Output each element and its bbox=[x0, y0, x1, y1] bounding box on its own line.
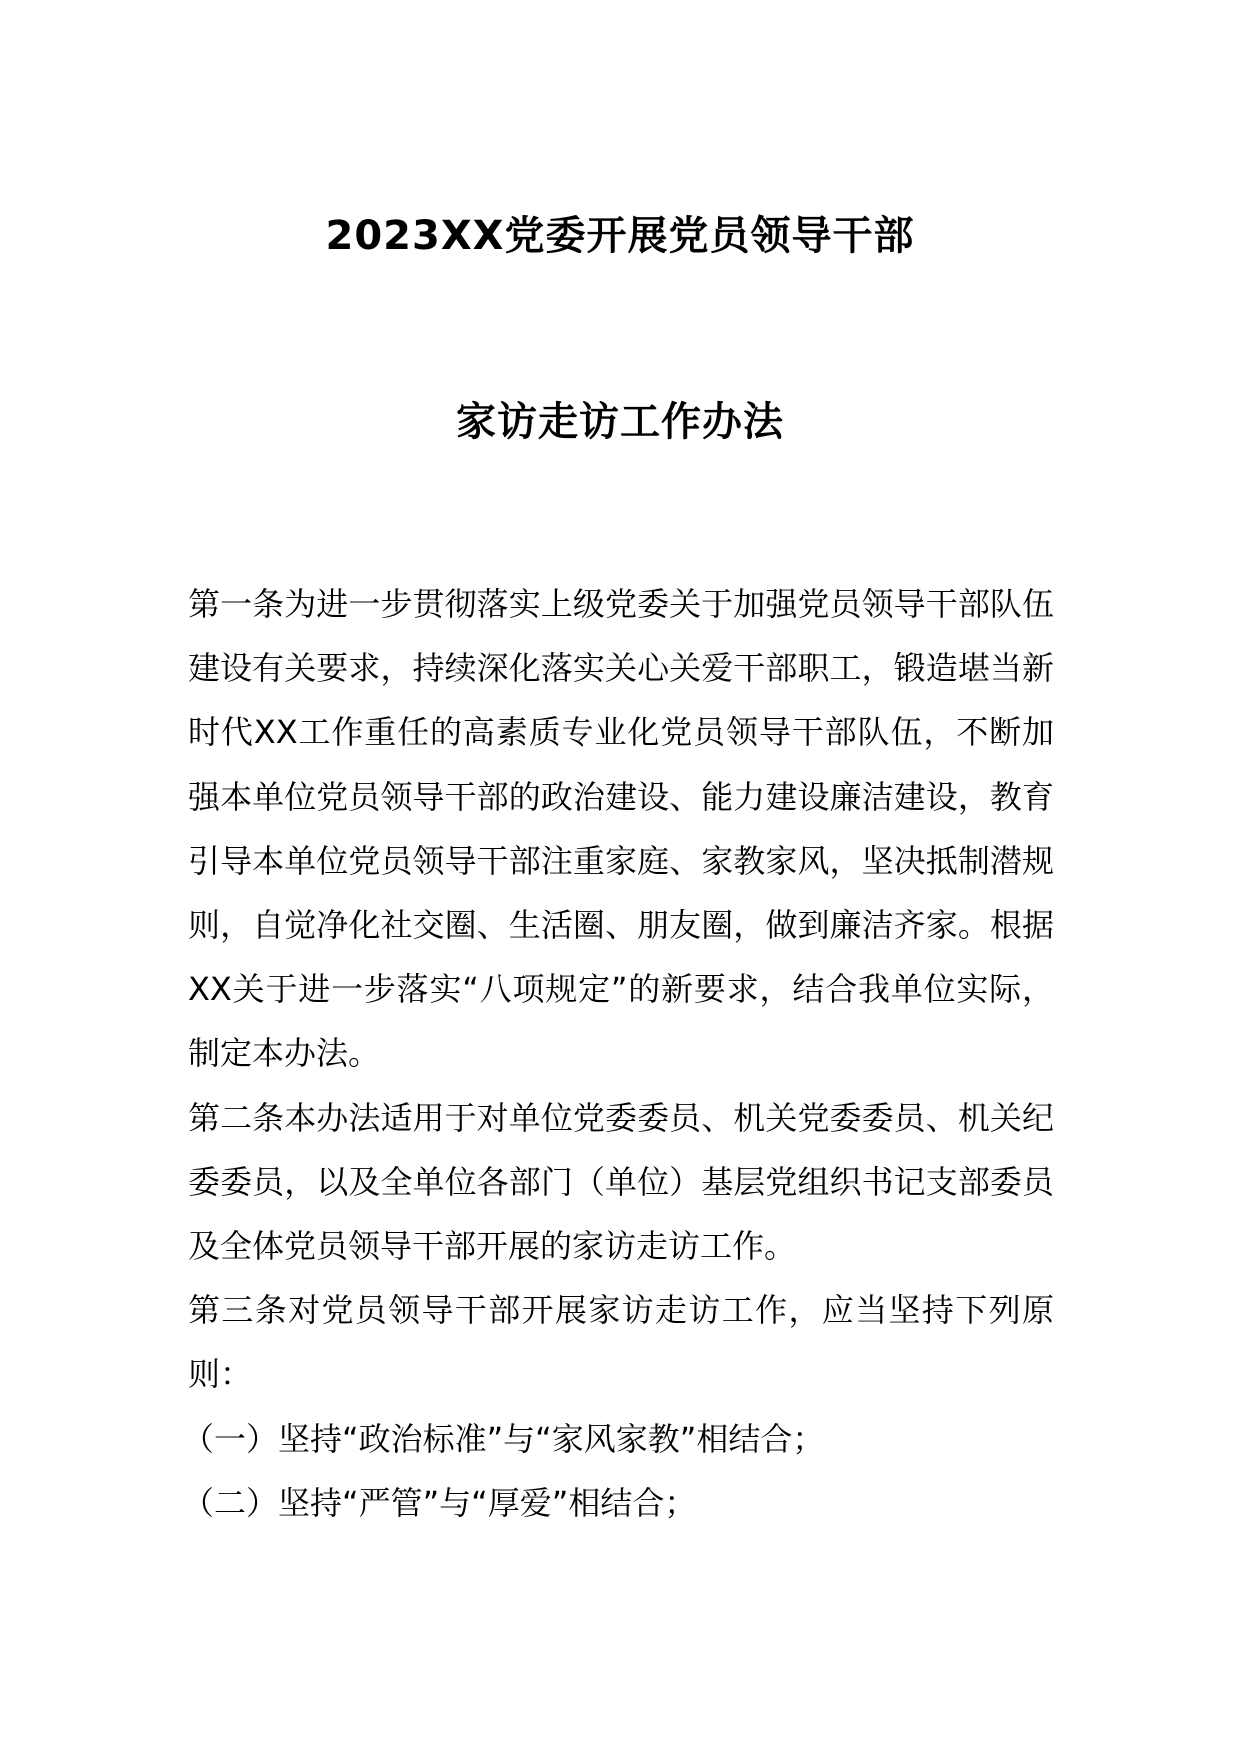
document-title-line-2: 家访走访工作办法 bbox=[456, 399, 784, 445]
article-3-paragraph: 第三条对党员领导干部开展家访走访工作，应当坚持下列原则： bbox=[188, 1291, 1054, 1394]
article-2-paragraph: 第二条本办法适用于对单位党委委员、机关党委委员、机关纪委委员，以及全单位各部门（单位）基层党组织书记支部委员及全体党员领导干部开展的家访走访工作。 bbox=[188, 1098, 1054, 1266]
document-body bbox=[182, 572, 1054, 1535]
principle-item-2: （二）坚持“严管”与“厚爱”相结合； bbox=[182, 1483, 697, 1522]
document-title-line-1: 2023XX党委开展党员领导干部 bbox=[325, 213, 915, 259]
article-1-paragraph: 第一条为进一步贯彻落实上级党委关于加强党员领导干部队伍建设有关要求，持续深化落实关心关爱干部职工，锻造堪当新时代XX工作重任的高素质专业化党员领导干部队伍，不断加强本单位党员领导干部的政治建设、能力建设廉洁建设，教育引导本单位党员领导干部注重家庭、家教家风，坚决抵制潜规则，自觉净化社交圈、生活圈、朋友圈，做到廉洁齐家。根据XX关于进一步落实“八项规定”的新要求，结合我单位实际，制定本办法。 bbox=[188, 585, 1054, 1073]
principle-item-1: （一）坚持“政治标准”与“家风家教”相结合； bbox=[182, 1419, 825, 1458]
